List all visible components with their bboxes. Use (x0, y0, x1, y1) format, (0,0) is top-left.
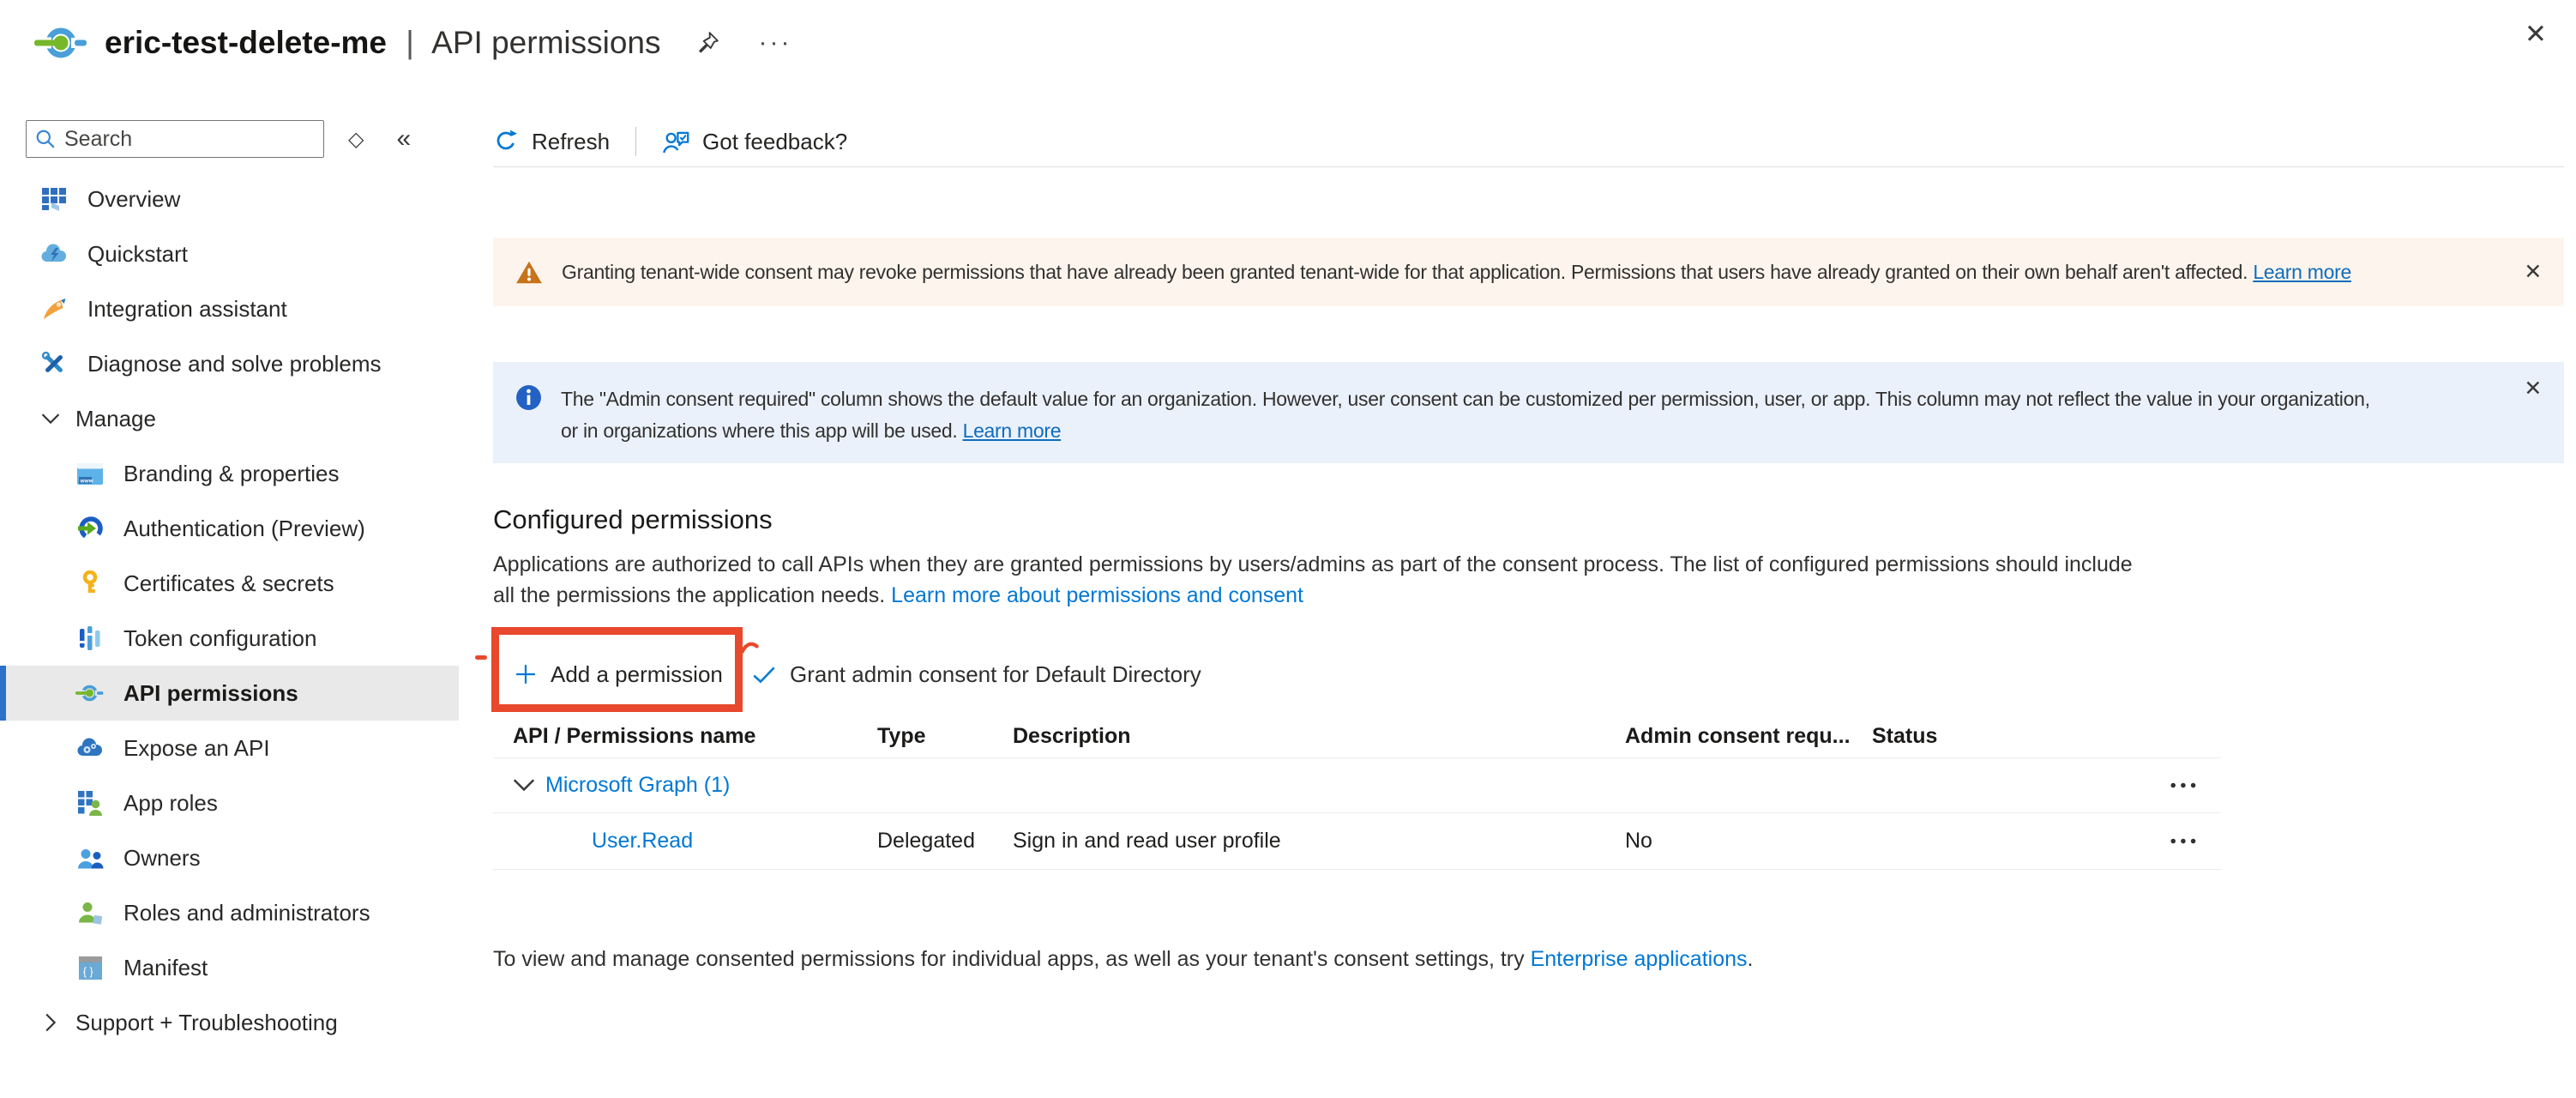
column-status: Status (1872, 724, 1938, 748)
manifest-icon (75, 956, 105, 980)
chevron-down-icon (39, 413, 62, 425)
sidebar-item-label: Roles and administrators (123, 899, 370, 926)
chevron-right-icon (39, 1013, 62, 1032)
sidebar-item-label: Token configuration (123, 624, 317, 651)
menu-resize-icon[interactable]: ◇ (348, 127, 364, 151)
sidebar-item-label: Authentication (Preview) (123, 515, 365, 541)
authentication-icon (75, 516, 105, 541)
sidebar-item-branding[interactable] (0, 446, 459, 501)
table-group-row (493, 758, 2221, 813)
sidebar-item-token-configuration[interactable] (0, 611, 459, 666)
description-line2 (493, 580, 2564, 611)
permissions-consent-link[interactable]: Learn more about permissions and consent (891, 583, 1304, 607)
sidebar-item-label: Manifest (123, 954, 208, 980)
annotation-curl (740, 641, 759, 654)
info-line2-text: or in organizations where this app will be used. (561, 419, 958, 442)
info-icon (515, 384, 542, 416)
sidebar-item-app-roles[interactable] (0, 775, 459, 830)
grant-admin-consent-label: Grant admin consent for Default Directory (790, 661, 1201, 687)
group-chevron-down-icon[interactable] (513, 779, 535, 792)
main-content (459, 86, 2576, 972)
overview-icon (39, 186, 69, 212)
sidebar-item-label: API permissions (123, 679, 298, 706)
warning-close-icon[interactable]: ✕ (2524, 260, 2542, 284)
sidebar-item-expose-an-api[interactable] (0, 721, 459, 775)
sidebar-item-label: Expose an API (123, 734, 270, 761)
app-registration-icon (34, 21, 89, 64)
warning-banner (493, 238, 2564, 306)
more-actions-icon (2170, 781, 2199, 789)
sidebar-item-quickstart[interactable] (0, 226, 459, 281)
info-banner (493, 362, 2564, 463)
more-menu-button[interactable]: ··· (758, 28, 792, 57)
rocket-icon (39, 296, 69, 322)
refresh-button[interactable] (493, 129, 610, 155)
app-name: eric-test-delete-me (105, 25, 388, 60)
blade-titlebar (0, 0, 2576, 86)
add-permission-label: Add a permission (551, 661, 723, 687)
footer-suffix: . (1747, 947, 1754, 971)
column-description: Description (1013, 724, 1131, 748)
page-title (105, 25, 660, 61)
sidebar-group-label: Manage (75, 405, 156, 431)
sidebar-item-integration-assistant[interactable] (0, 281, 459, 336)
footer-note (493, 947, 2564, 972)
sidebar-group-label: Support + Troubleshooting (75, 1009, 338, 1035)
command-bar (493, 122, 2564, 161)
add-permission-button[interactable] (493, 661, 752, 688)
footer-text: To view and manage consented permissions for individual apps, as well as your tenant's consent settings, try (493, 947, 1531, 971)
permissions-actions-row (493, 635, 2564, 714)
tools-icon (39, 351, 69, 377)
info-learn-more-link[interactable]: Learn more (962, 419, 1062, 442)
plus-icon (515, 664, 536, 685)
warning-text (562, 261, 2351, 284)
annotation-tick (475, 655, 487, 660)
section-description (493, 549, 2564, 611)
sidebar-item-diagnose[interactable] (0, 336, 459, 391)
title-separator: | (406, 25, 414, 60)
sidebar-nav (0, 172, 459, 1050)
api-permissions-icon (75, 681, 105, 705)
row-actions-button[interactable] (2170, 837, 2221, 845)
resource-menu-sidebar (0, 86, 459, 1050)
quickstart-icon (39, 243, 69, 265)
info-close-icon[interactable]: ✕ (2524, 377, 2542, 401)
svg-text:{ }: { } (82, 965, 93, 978)
key-icon (75, 570, 105, 596)
table-header-row (493, 715, 2221, 758)
section-title: Configured permissions (493, 504, 773, 534)
pin-icon (695, 30, 720, 56)
blade-name: API permissions (431, 25, 661, 60)
toolbar-rule (493, 166, 2564, 167)
feedback-label: Got feedback? (702, 128, 848, 154)
warning-learn-more-link[interactable]: Learn more (2253, 260, 2351, 283)
sidebar-search (26, 120, 324, 158)
permission-type: Delegated (877, 829, 975, 853)
column-api-permissions-name: API / Permissions name (513, 724, 756, 748)
token-configuration-icon (75, 625, 105, 651)
enterprise-applications-link[interactable]: Enterprise applications (1530, 947, 1748, 971)
description-line2-text: all the permissions the application needs. (493, 583, 886, 607)
check-icon (752, 666, 776, 684)
owners-icon (75, 847, 105, 870)
permission-description: Sign in and read user profile (1013, 829, 1281, 853)
refresh-icon (493, 129, 519, 154)
group-row-actions-button[interactable] (2170, 781, 2221, 789)
sidebar-item-label: Quickstart (87, 240, 189, 267)
close-blade-button[interactable]: ✕ (2525, 19, 2547, 49)
svg-text:www: www (80, 478, 93, 484)
refresh-label: Refresh (532, 128, 611, 154)
feedback-icon (662, 129, 689, 154)
sidebar-item-label: Branding & properties (123, 460, 340, 486)
column-type: Type (877, 724, 926, 748)
permissions-table (493, 715, 2221, 870)
roles-administrators-icon (75, 901, 105, 926)
search-input[interactable] (26, 120, 324, 158)
sidebar-item-label: Integration assistant (87, 295, 287, 322)
search-icon (35, 129, 56, 149)
more-actions-icon (2170, 837, 2199, 845)
menu-collapse-icon[interactable]: « (396, 124, 412, 153)
sidebar-item-label: Owners (123, 844, 201, 871)
sidebar-item-label: Overview (87, 185, 181, 212)
column-admin-consent: Admin consent requ... (1625, 724, 1851, 748)
branding-icon (75, 462, 105, 486)
feedback-button[interactable] (662, 129, 847, 155)
permission-admin-consent: No (1625, 829, 1652, 853)
sidebar-item-certificates[interactable] (0, 556, 459, 611)
toolbar-divider (635, 127, 636, 156)
pin-button[interactable] (695, 30, 720, 56)
sidebar-item-roles-administrators[interactable] (0, 885, 459, 940)
sidebar-group-support[interactable] (0, 995, 459, 1050)
sidebar-item-overview[interactable] (0, 172, 459, 226)
warning-icon (515, 260, 543, 285)
description-line1: Applications are authorized to call APIs when they are granted permissions by users/admins as part of the consent process. The list of configured permissions should include (493, 552, 2133, 576)
table-row (493, 813, 2221, 870)
sidebar-item-label: Diagnose and solve problems (87, 350, 382, 377)
info-message-line2 (561, 415, 2370, 447)
sidebar-item-owners[interactable] (0, 830, 459, 885)
sidebar-item-api-permissions[interactable] (0, 666, 459, 721)
info-text (561, 362, 2370, 447)
app-roles-icon (75, 790, 105, 816)
sidebar-group-manage[interactable] (0, 391, 459, 446)
sidebar-item-label: Certificates & secrets (123, 570, 334, 596)
sidebar-item-authentication[interactable] (0, 501, 459, 556)
permission-name-link[interactable]: User.Read (592, 829, 694, 853)
warning-message: Granting tenant-wide consent may revoke permissions that have already been granted tenant-wide for that application. Permissions that users have already granted on their own behalf aren't affected. (562, 260, 2248, 283)
microsoft-graph-link[interactable]: Microsoft Graph (1) (545, 773, 731, 797)
info-message-line1: The "Admin consent required" column shows the default value for an organization. However, user consent can be customized per permission, user, or app. This column may not reflect the value in your organization, (561, 388, 2370, 410)
expose-api-icon (75, 737, 105, 759)
sidebar-item-manifest[interactable] (0, 940, 459, 995)
grant-admin-consent-button[interactable] (752, 661, 1201, 688)
sidebar-item-label: App roles (123, 789, 218, 816)
